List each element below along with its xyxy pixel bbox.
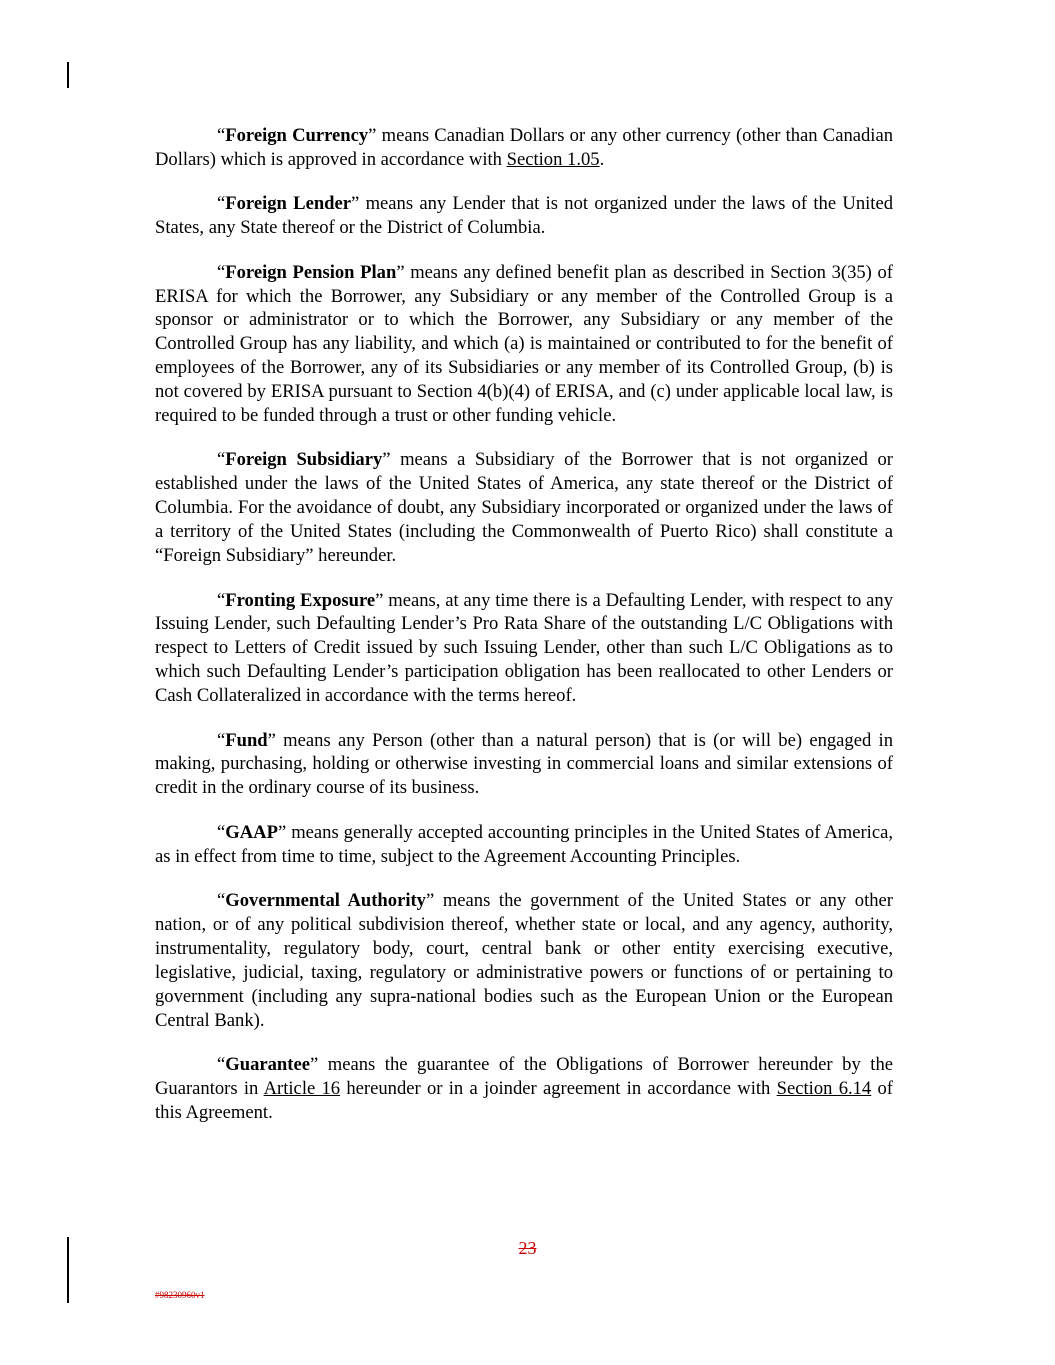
definition-text: ” means Canadian Dollars or any other currency (other than Canadian Dollars) which is approved in accordance with <box>155 125 894 170</box>
document-body <box>155 124 893 1145</box>
open-quote: “ <box>217 193 226 215</box>
open-quote: “ <box>217 729 226 751</box>
defined-term: GAAP <box>225 821 278 843</box>
open-quote: “ <box>217 589 226 611</box>
open-quote: “ <box>217 890 226 912</box>
definition-text: ” means a Subsidiary of the Borrower that is not organized or established under the laws of the United States of America, any state thereof or the District of Columbia. For the avoidance of doubt, any Subsidiary incorporated or organized under the laws of a territory of the United States (including the Commonwealth of Puerto Rico) shall constitute a “Foreign Subsidiary” hereunder. <box>155 449 893 567</box>
definition-foreign-lender <box>155 192 893 240</box>
cross-reference-link[interactable]: Section 1.05 <box>506 148 600 170</box>
defined-term: Foreign Currency <box>225 125 369 146</box>
definition-governmental-authority <box>155 889 893 1032</box>
cross-reference-link[interactable]: Article 16 <box>263 1077 341 1099</box>
document-id: #98230960v1 <box>155 1290 205 1300</box>
open-quote: “ <box>217 125 226 146</box>
open-quote: “ <box>217 821 226 843</box>
open-quote: “ <box>217 261 226 283</box>
open-quote: “ <box>217 449 226 471</box>
defined-term: Fronting Exposure <box>225 589 376 611</box>
defined-term: Governmental Authority <box>225 890 426 912</box>
cross-reference-link[interactable]: Section 6.14 <box>776 1077 872 1099</box>
definition-fund <box>155 729 893 801</box>
open-quote: “ <box>217 1054 226 1075</box>
defined-term: Foreign Subsidiary <box>225 449 383 471</box>
definition-foreign-currency <box>155 124 893 172</box>
definition-text: ” means any defined benefit plan as described in Section 3(35) of ERISA for which the Borrower, any Subsidiary or any member of the Controlled Group is a sponsor or administrator or to which the Borrower, any Subsidiary or any member of the Controlled Group has any liability, and which (a) is maintained or contributed to for the benefit of employees of the Borrower, any of its Subsidiaries or any member of its Controlled Group, (b) is not covered by ERISA pursuant to Section 4(b)(4) of ERISA, and (c) under applicable local law, is required to be funded through a trust or other funding vehicle. <box>155 261 893 427</box>
defined-term: Foreign Pension Plan <box>225 261 397 283</box>
definition-text: ” means the government of the United States or any other nation, or of any political subdivision thereof, whether state or local, and any agency, authority, instrumentality, regulatory body, court, central bank or other entity exercising executive, legislative, judicial, taxing, regulatory or administrative powers or functions of or pertaining to government (including any supra-national bodies such as the European Union or the European Central Bank). <box>155 890 893 1031</box>
definition-text: hereunder or in a joinder agreement in accordance with <box>340 1077 777 1099</box>
definition-text: of this Agreement. <box>155 1077 894 1123</box>
change-bar-top <box>67 62 69 88</box>
defined-term: Foreign Lender <box>225 193 352 215</box>
definition-foreign-subsidiary <box>155 448 893 568</box>
definition-fronting-exposure <box>155 589 893 709</box>
definition-text: . <box>599 148 605 170</box>
defined-term: Fund <box>225 729 268 751</box>
defined-term: Guarantee <box>225 1054 310 1075</box>
definition-gaap <box>155 821 893 869</box>
definition-guarantee <box>155 1053 893 1125</box>
page-number: 23 <box>518 1238 537 1258</box>
definition-text: ” means any Lender that is not organized under the laws of the United States, any State thereof or the District of Columbia. <box>155 193 893 239</box>
definition-text: ” means, at any time there is a Defaulting Lender, with respect to any Issuing Lender, such Defaulting Lender’s Pro Rata Share of the outstanding L/C Obligations with respect to Letters of Credit issued by such Issuing Lender, other than such L/C Obligations as to which such Defaulting Lender’s participation obligation has been reallocated to other Lenders or Cash Collateralized in accordance with the terms hereof. <box>155 589 893 707</box>
definition-text: ” means any Person (other than a natural person) that is (or will be) engaged in making, purchasing, holding or otherwise investing in commercial loans and similar extensions of credit in the ordinary course of its business. <box>155 729 893 799</box>
definition-text: ” means the guarantee of the Obligations of Borrower hereunder by the Guarantors in <box>155 1054 893 1099</box>
definition-foreign-pension-plan <box>155 261 893 428</box>
definition-text: ” means generally accepted accounting principles in the United States of America, as in effect from time to time, subject to the Agreement Accounting Principles. <box>155 821 893 867</box>
